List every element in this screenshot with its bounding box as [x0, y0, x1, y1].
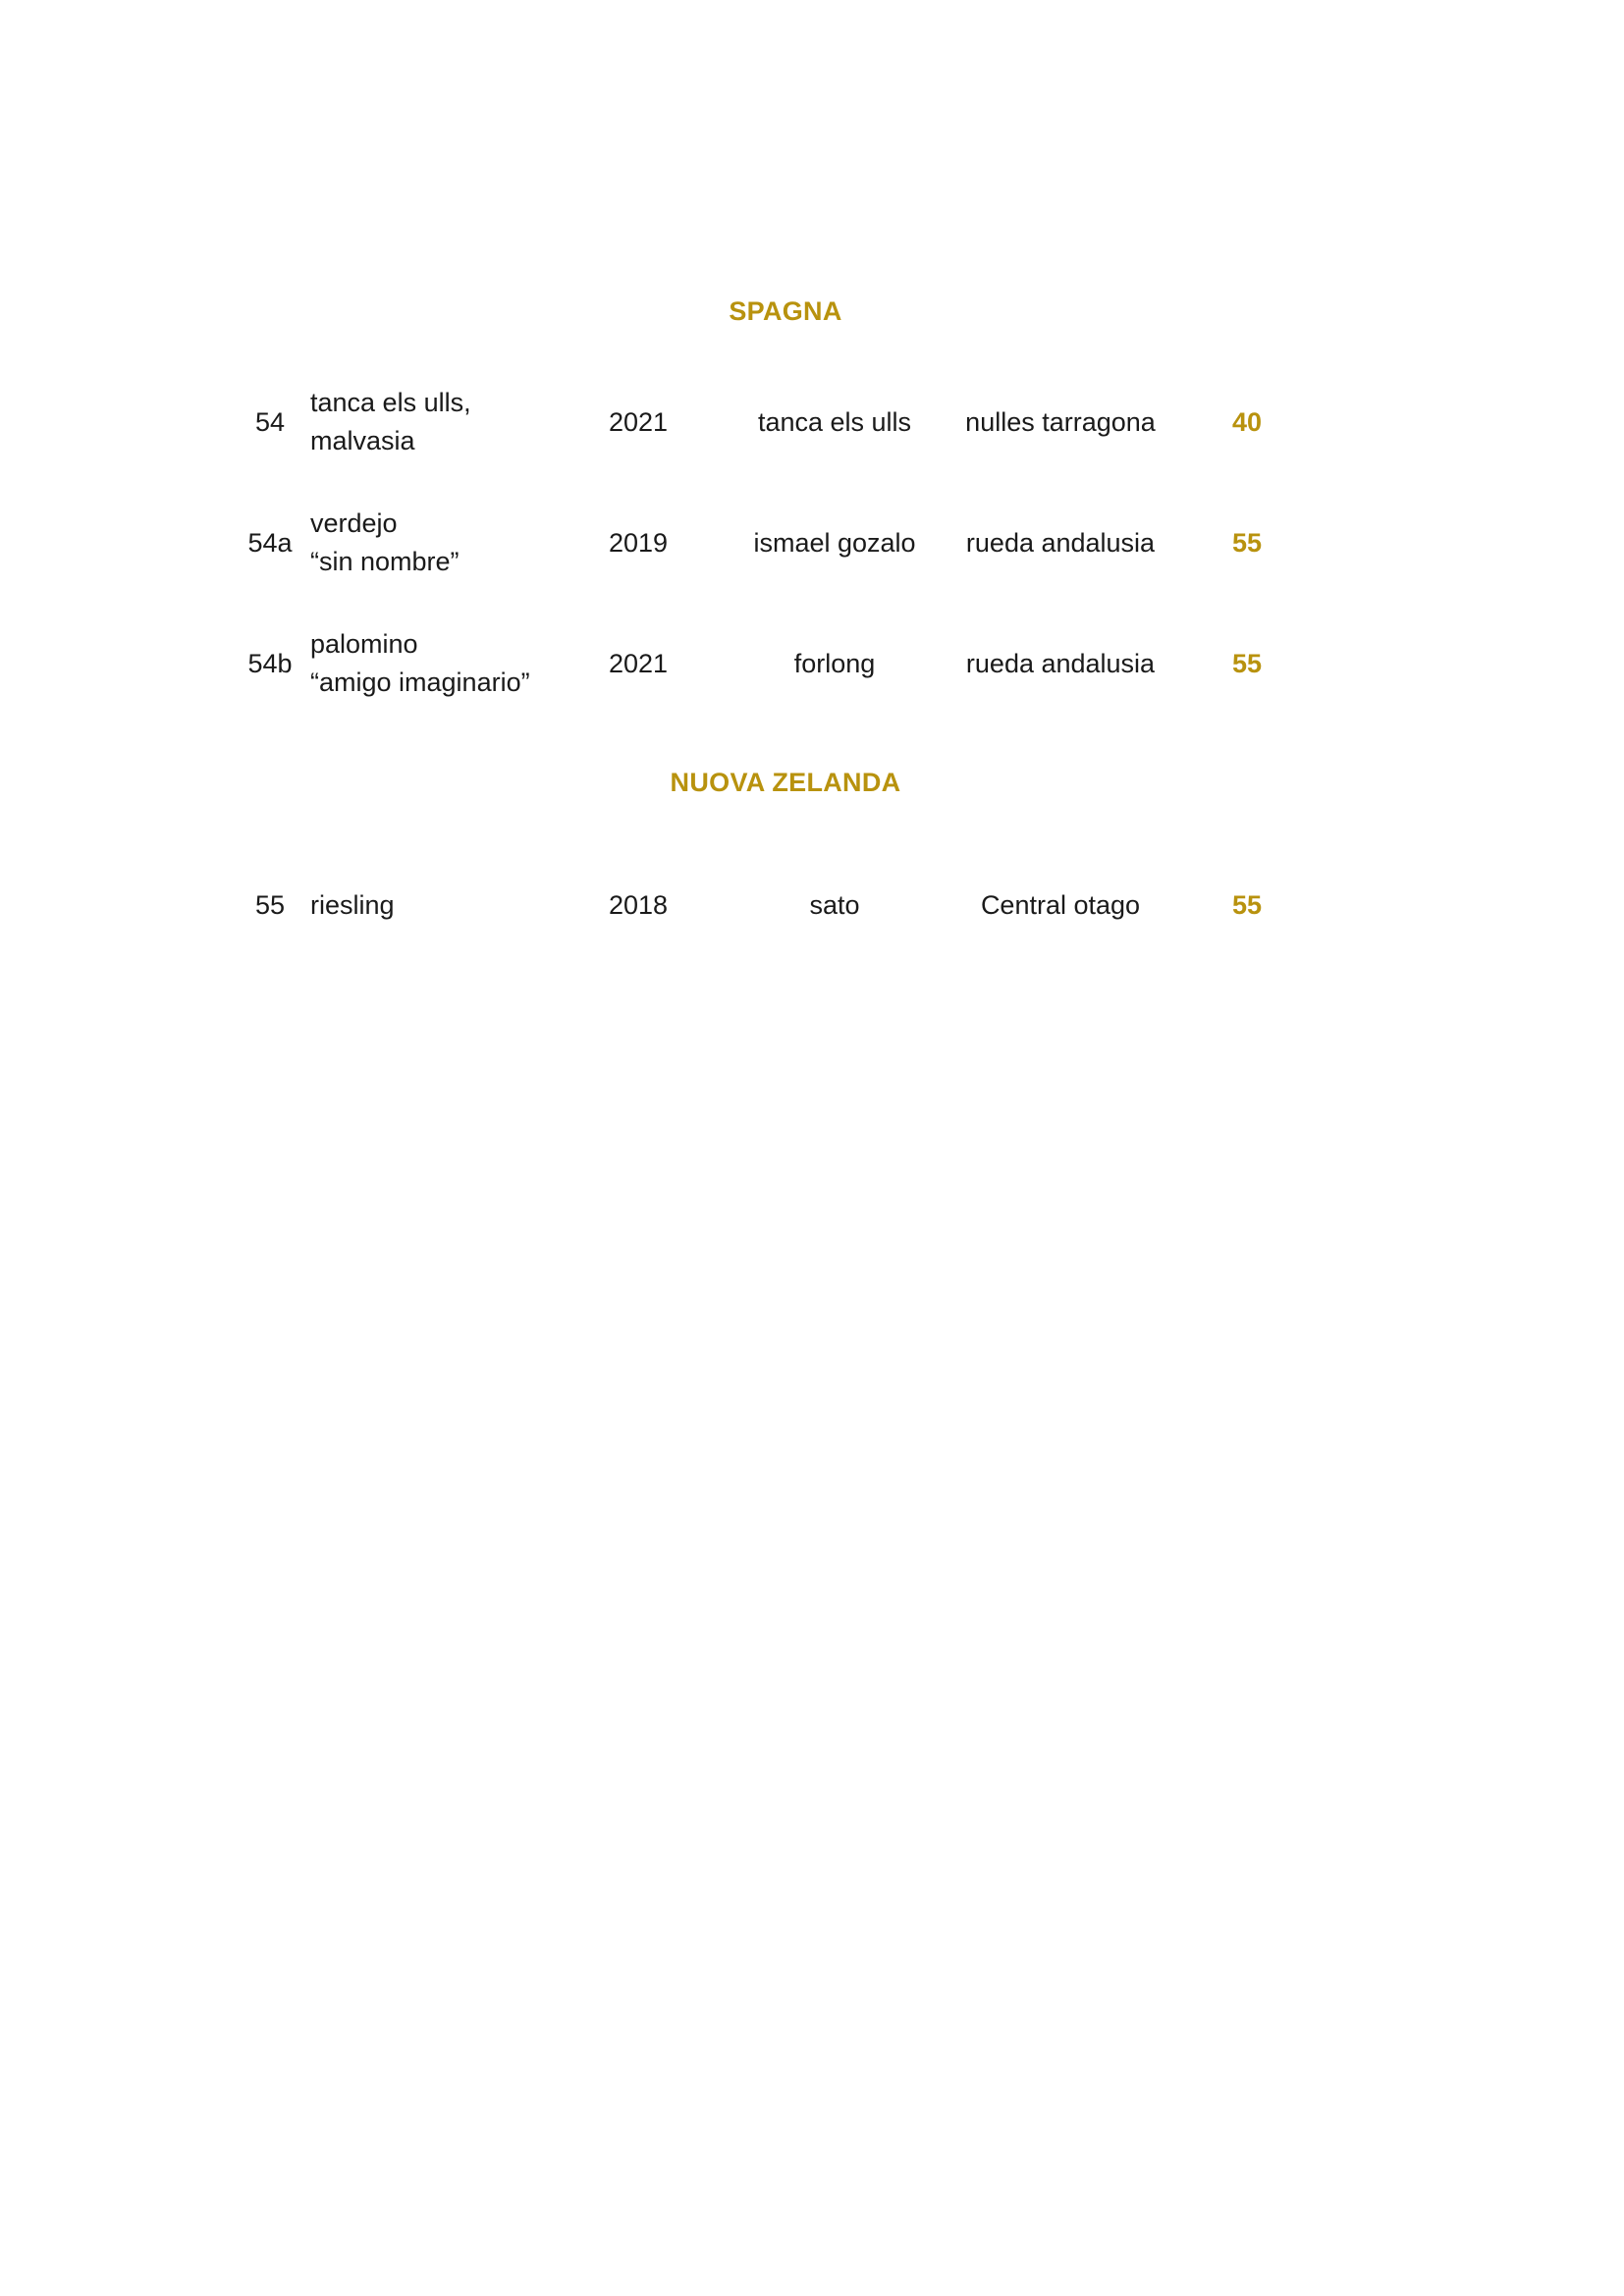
- wine-name-line2: “amigo imaginario”: [310, 667, 530, 697]
- wine-producer: sato: [809, 889, 860, 920]
- wine-vintage: 2019: [608, 527, 669, 558]
- wine-row: [0, 866, 1624, 944]
- wine-number: 54: [254, 406, 286, 437]
- wine-producer: ismael gozalo: [753, 527, 916, 558]
- wine-name: [310, 866, 595, 944]
- wine-vintage: 2018: [608, 889, 669, 920]
- wine-price: 55: [1231, 889, 1263, 920]
- wine-row: [0, 624, 1624, 703]
- wine-row: [0, 383, 1624, 461]
- wine-vintage: 2021: [608, 648, 669, 678]
- wine-region: Central otago: [980, 889, 1141, 920]
- wine-number: 54b: [247, 648, 293, 678]
- wine-region: rueda andalusia: [965, 527, 1156, 558]
- wine-name-line1: tanca els ulls,: [310, 388, 471, 417]
- wine-name-line1: verdejo: [310, 508, 398, 538]
- wine-producer: tanca els ulls: [757, 406, 912, 437]
- wine-region: rueda andalusia: [965, 648, 1156, 678]
- wine-region: nulles tarragona: [965, 406, 1156, 437]
- wine-producer: forlong: [793, 648, 876, 678]
- wine-name-line1: riesling: [310, 889, 395, 920]
- wine-name-line2: malvasia: [310, 426, 415, 455]
- wine-price: 40: [1231, 406, 1263, 437]
- wine-price: 55: [1231, 648, 1263, 678]
- section-title-spagna: SPAGNA: [729, 296, 842, 326]
- wine-row: [0, 504, 1624, 582]
- wine-price: 55: [1231, 527, 1263, 558]
- wine-name: [310, 624, 595, 703]
- wine-name-line1: palomino: [310, 629, 418, 659]
- wine-vintage: 2021: [608, 406, 669, 437]
- section-title-nuova-zelanda: NUOVA ZELANDA: [670, 768, 901, 797]
- wine-number: 54a: [247, 527, 293, 558]
- wine-name-line2: “sin nombre”: [310, 547, 460, 576]
- wine-name: [310, 504, 595, 582]
- wine-name: [310, 383, 595, 461]
- wine-number: 55: [254, 889, 286, 920]
